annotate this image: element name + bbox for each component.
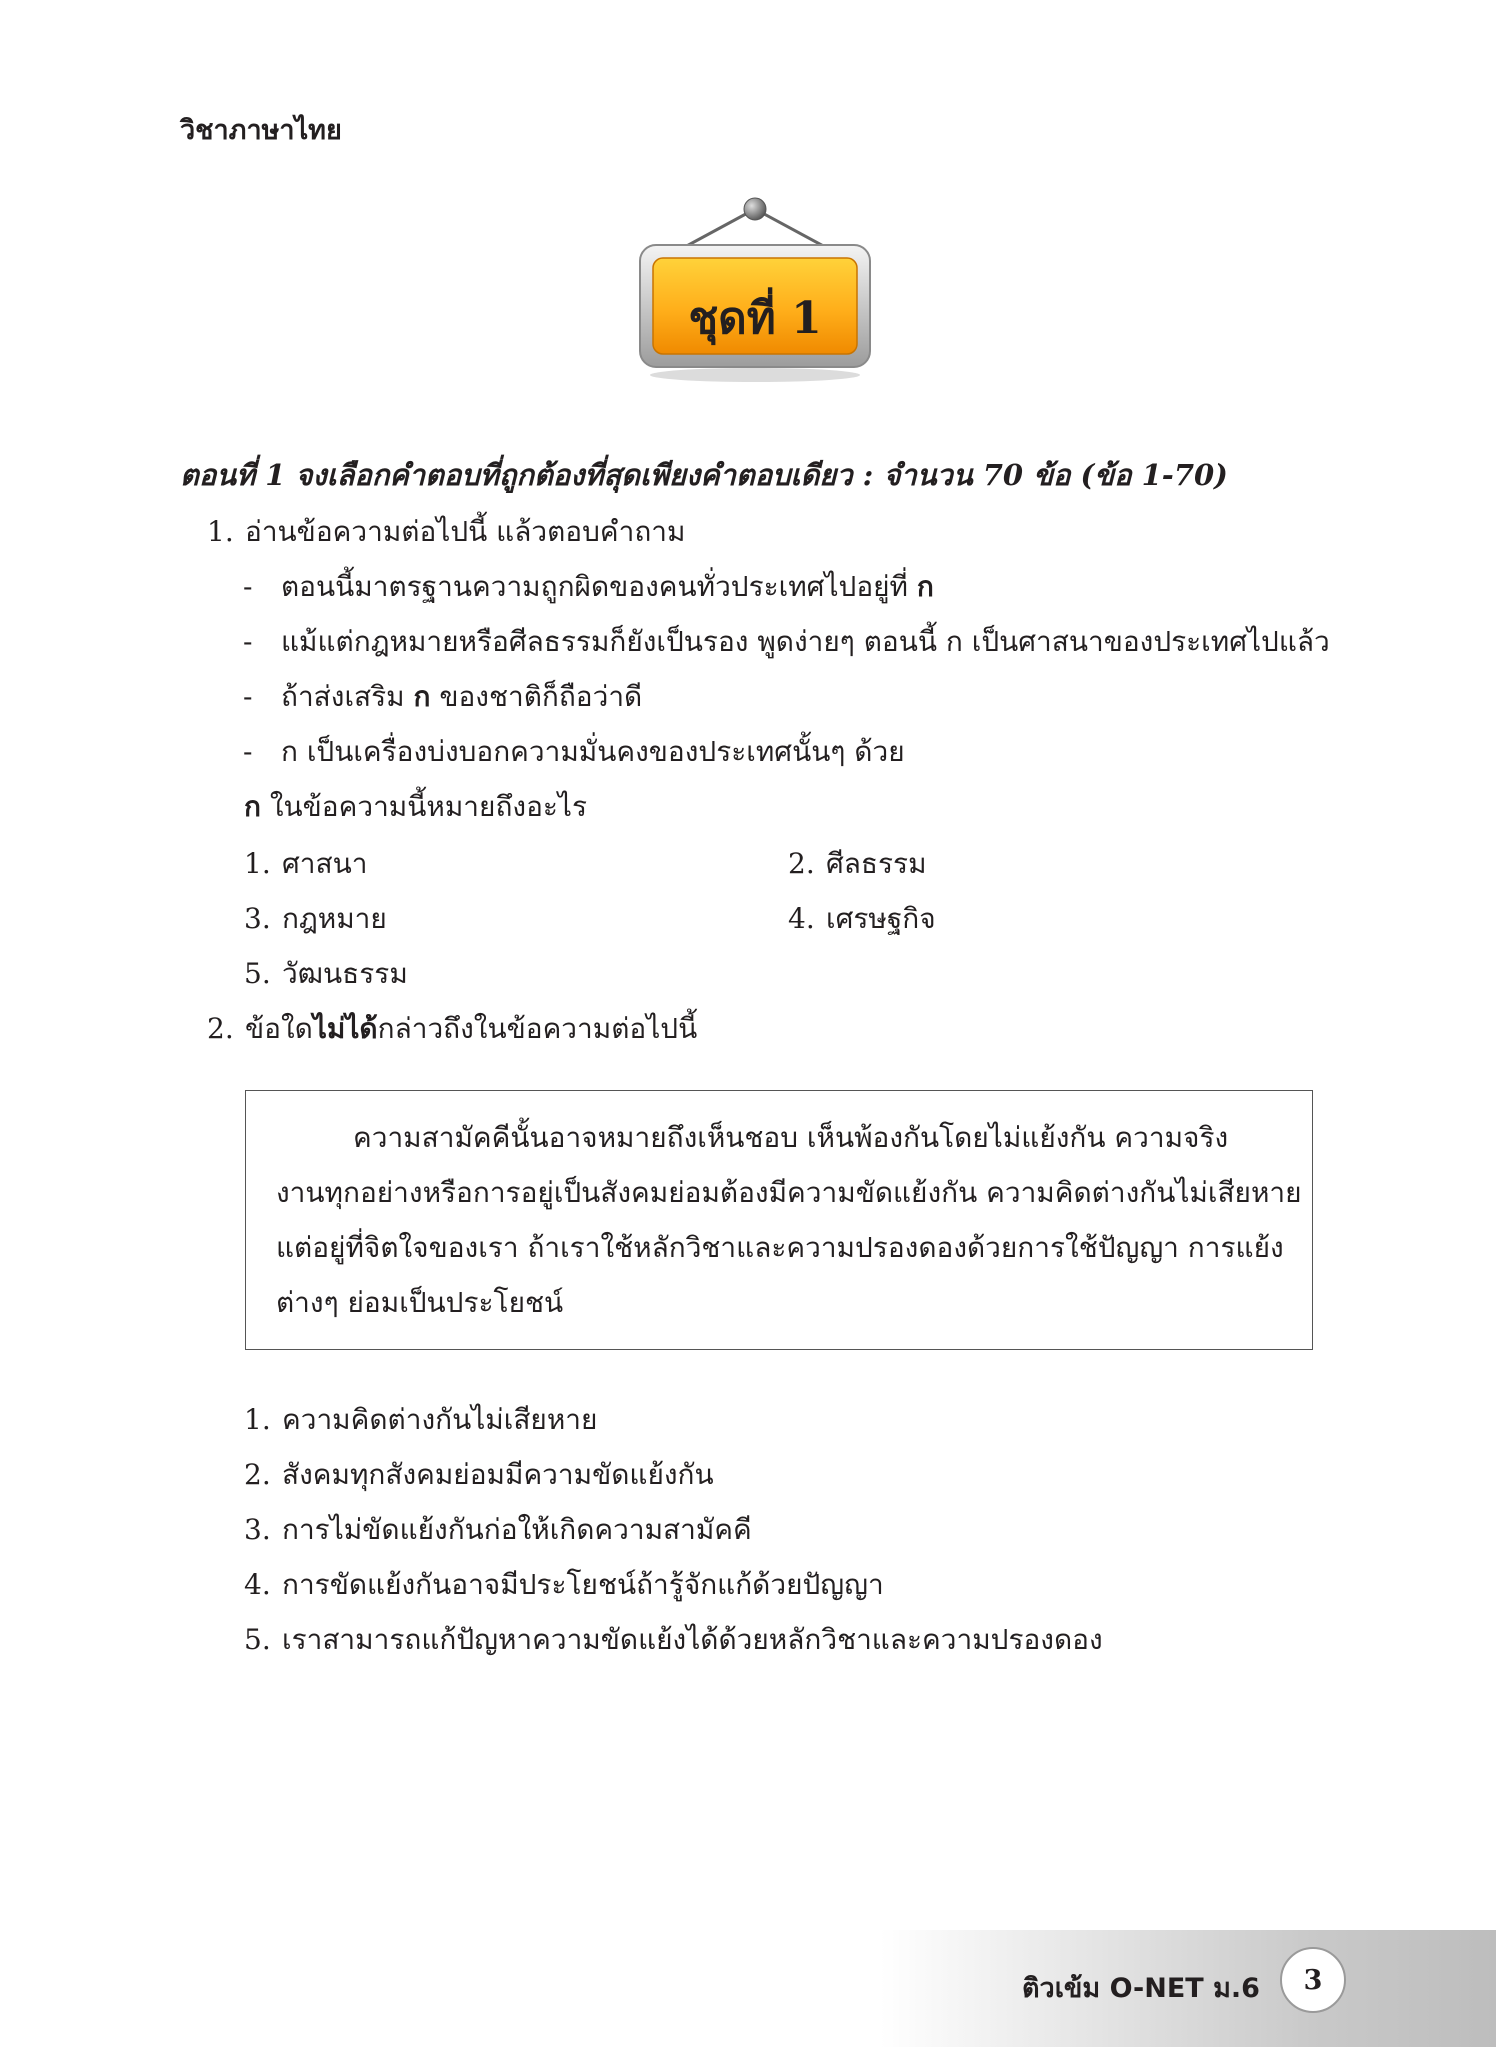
q2-option-3[interactable]: 3. การไม่ขัดแย้งกันก่อให้เกิดความสามัคคี <box>244 1513 752 1546</box>
q2-number: 2. <box>207 1012 234 1045</box>
q1-option-5[interactable]: 5. วัฒนธรรม <box>244 957 408 990</box>
q1-question: ก ในข้อความนี้หมายถึงอะไร <box>244 790 588 823</box>
q1-option-3[interactable]: 3. กฎหมาย <box>244 902 387 935</box>
footer-book-title: ติวเข้ม O-NET ม.6 <box>1022 1973 1260 2004</box>
q1-bullet-1: - ตอนนี้มาตรฐานความถูกผิดของคนทั่วประเทศไปอยู่ที่ ก <box>243 570 934 603</box>
set-title: ชุดที่ 1 <box>688 293 822 344</box>
part-heading: ตอนที่ 1 จงเลือกคำตอบที่ถูกต้องที่สุดเพียงคำตอบเดียว : จำนวน 70 ข้อ (ข้อ 1-70) <box>180 458 1228 492</box>
passage-line: ความสามัคคีนั้นอาจหมายถึงเห็นชอบ เห็นพ้องกันโดยไม่แย้งกัน ความจริง <box>353 1121 1229 1154</box>
q1-number: 1. <box>207 515 234 548</box>
q1-bullet-2: - แม้แต่กฎหมายหรือศีลธรรมก็ยังเป็นรอง พูดง่ายๆ ตอนนี้ ก เป็นศาสนาของประเทศไปแล้ว <box>243 625 1330 658</box>
q2-prompt-line: 2. ข้อใดไม่ได้กล่าวถึงในข้อความต่อไปนี้ <box>207 1012 698 1045</box>
passage-line: ต่างๆ ย่อมเป็นประโยชน์ <box>276 1286 564 1319</box>
q2-option-4[interactable]: 4. การขัดแย้งกันอาจมีประโยชน์ถ้ารู้จักแก้ด้วยปัญญา <box>244 1568 884 1601</box>
q2-passage-box <box>245 1090 1313 1350</box>
q2-option-5[interactable]: 5. เราสามารถแก้ปัญหาความขัดแย้งได้ด้วยหลักวิชาและความปรองดอง <box>244 1623 1103 1656</box>
q1-prompt-line <box>207 510 685 554</box>
q1-bullet-3: - ถ้าส่งเสริม ก ของชาติก็ถือว่าดี <box>243 680 643 713</box>
q2-option-1[interactable]: 1. ความคิดต่างกันไม่เสียหาย <box>244 1403 598 1436</box>
page-number: 3 <box>1280 1947 1346 2013</box>
subject-header: วิชาภาษาไทย <box>180 115 342 146</box>
q1-bullet-4: - ก เป็นเครื่องบ่งบอกความมั่นคงของประเทศนั้นๆ ด้วย <box>243 735 905 768</box>
q1-option-2[interactable]: 2. ศีลธรรม <box>788 847 927 880</box>
set-sign <box>630 195 880 385</box>
q1-option-1[interactable]: 1. ศาสนา <box>244 847 368 880</box>
passage-line: แต่อยู่ที่จิตใจของเรา ถ้าเราใช้หลักวิชาและความปรองดองด้วยการใช้ปัญญา การแย้ง <box>276 1231 1284 1264</box>
passage-line: งานทุกอย่างหรือการอยู่เป็นสังคมย่อมต้องมีความขัดแย้งกัน ความคิดต่างกันไม่เสียหาย <box>276 1176 1302 1209</box>
q1-prompt: อ่านข้อความต่อไปนี้ แล้วตอบคำถาม <box>245 515 686 548</box>
q2-option-2[interactable]: 2. สังคมทุกสังคมย่อมมีความขัดแย้งกัน <box>244 1458 714 1491</box>
q1-option-4[interactable]: 4. เศรษฐกิจ <box>788 902 936 935</box>
